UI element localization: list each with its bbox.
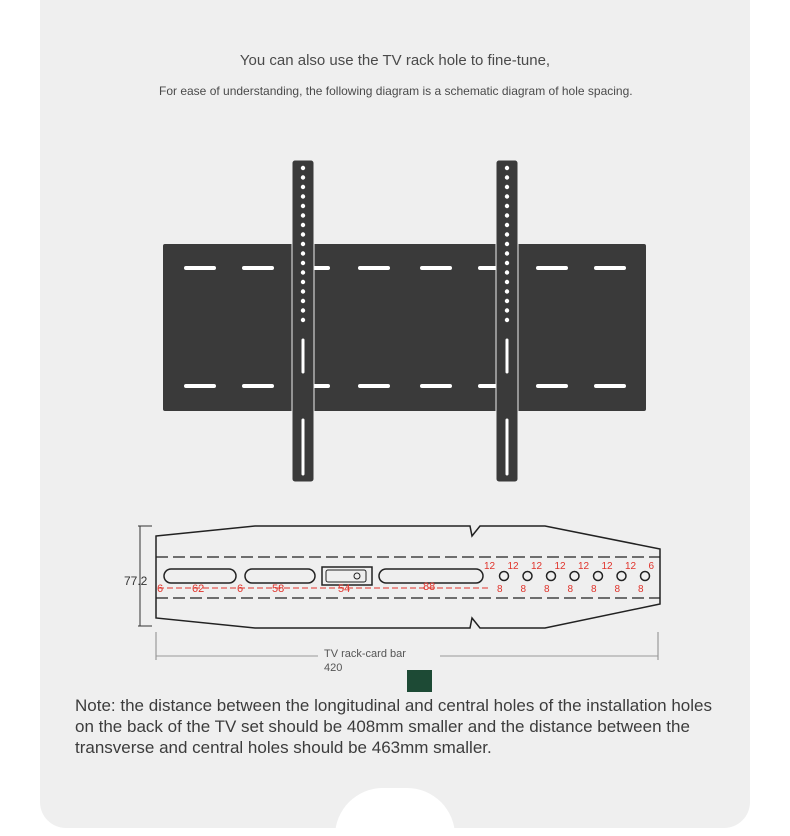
top-hole-spacing-label: 6: [648, 561, 655, 572]
bar-slot-a: [164, 569, 236, 583]
dim-slot-b: 58: [272, 583, 285, 595]
bottom-hole-spacing-label: 8: [567, 584, 574, 595]
bar-hole: [641, 572, 650, 581]
top-hole-spacing-label: 12: [484, 561, 496, 572]
bar-caption-length: 420: [324, 662, 343, 674]
bar-caption-name: TV rack-card bar: [324, 648, 406, 660]
bar-hole: [570, 572, 579, 581]
top-hole-spacing-label: 12: [601, 561, 613, 572]
note-text: Note: the distance between the longitudinal and central holes of the installation holes on the back of the TV set should be 408mm smaller and the distance between the transverse and central holes should be 463mm smaller.: [75, 696, 712, 757]
top-hole-spacing-label: 12: [531, 561, 543, 572]
dim-edge-b: 6: [237, 583, 244, 595]
dim-slot-d: 88: [423, 581, 436, 593]
bar-holes: [500, 572, 650, 581]
bar-hole: [523, 572, 532, 581]
bar-slot-b: [245, 569, 315, 583]
bottom-hole-spacing-label: 8: [544, 584, 550, 595]
bottom-hole-spacing-label: 8: [638, 584, 644, 595]
bar-hole: [594, 572, 603, 581]
bottom-hole-spacing-label: 8: [591, 584, 597, 595]
color-swatch: [407, 670, 432, 692]
bottom-hole-spacing-label: 8: [497, 584, 503, 595]
height-label: 77.2: [124, 574, 148, 588]
bottom-hole-spacing-label: 8: [520, 584, 527, 595]
bottom-hole-spacing-label: 8: [614, 584, 621, 595]
top-hole-spacing-label: 12: [625, 561, 637, 572]
bar-hole: [547, 572, 556, 581]
heading: You can also use the TV rack hole to fine-tune,: [239, 52, 551, 69]
bar-hole: [617, 572, 626, 581]
subtext: For ease of understanding, the following diagram is a schematic diagram of hole spacing.: [159, 84, 633, 98]
dim-slot-c: 54: [338, 583, 351, 595]
top-hole-spacing-label: 12: [554, 561, 566, 572]
top-hole-spacing-label: 12: [578, 561, 590, 572]
dim-slot-a: 62: [192, 583, 205, 595]
bar-outline: [156, 526, 660, 628]
bar-slot-c-hole: [354, 573, 360, 579]
bar-hole: [500, 572, 509, 581]
bar-caption: [324, 647, 406, 675]
dim-edge-a: 6: [157, 583, 164, 595]
top-hole-spacing-label: 12: [507, 561, 519, 572]
